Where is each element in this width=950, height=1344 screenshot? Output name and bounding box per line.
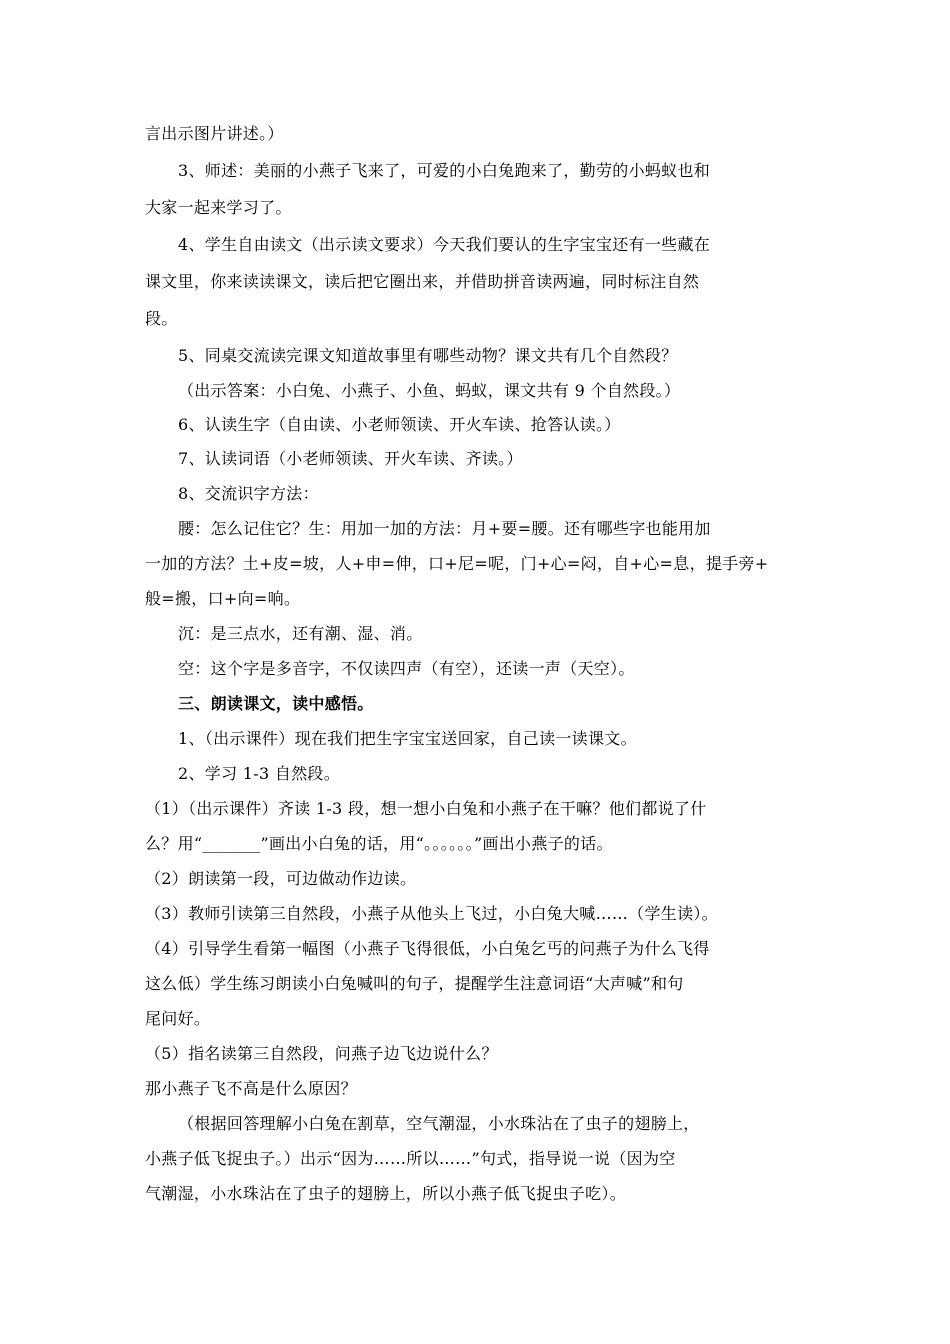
text-line: 6、认读生字（自由读、小老师领读、开火车读、抢答认读。） (178, 415, 621, 434)
text-line: （3）教师引读第三自然段，小燕子从他头上飞过，小白兔大喊……（学生读）。 (145, 904, 718, 923)
text-line: 课文里，你来读读课文，读后把它圈出来，并借助拼音读两遍，同时标注自然 (145, 272, 700, 291)
text-line: 那小燕子飞不高是什么原因？ (145, 1079, 357, 1098)
text-line: （4）引导学生看第一幅图（小燕子飞得很低，小白兔乞丐的问燕子为什么飞得 (145, 939, 710, 958)
text-line: 2、学习 1-3 自然段。 (178, 764, 341, 783)
text-line: 大家一起来学习了。 (145, 198, 292, 217)
text-line: 1、（出示课件）现在我们把生字宝宝送回家，自己读一读课文。 (178, 729, 637, 748)
text-line: 么？用“_______”画出小白兔的话，用“。。。。。。”画出小燕子的话。 (145, 834, 613, 853)
section-heading: 三、朗读课文，读中感悟。 (178, 694, 374, 713)
text-line: 小燕子低飞捉虫子。）出示“因为……所以……”句式，指导说一说（因为空 (145, 1149, 676, 1168)
text-line: 沉：是三点水，还有潮、湿、消。 (178, 624, 423, 643)
text-line: 气潮湿，小水珠沾在了虫子的翅膀上，所以小燕子低飞捉虫子吃）。 (145, 1184, 627, 1203)
text-line: 8、交流识字方法： (178, 484, 319, 503)
text-line: 空：这个字是多音字，不仅读四声（有空），还读一声（天空）。 (178, 659, 635, 678)
text-line: （1）（出示课件）齐读 1-3 段，想一想小白兔和小燕子在干嘛？他们都说了什 (145, 799, 707, 818)
text-line: 4、学生自由读文（出示读文要求）今天我们要认的生字宝宝还有一些藏在 (178, 235, 711, 254)
text-line: 这么低）学生练习朗读小白兔喊叫的句子，提醒学生注意词语“大声喊”和句 (145, 974, 684, 993)
text-line: （5）指名读第三自然段，问燕子边飞边说什么？ (145, 1044, 498, 1063)
text-line: 3、师述：美丽的小燕子飞来了，可爱的小白兔跑来了，勤劳的小蚂蚁也和 (178, 161, 711, 180)
text-line: 段。 (145, 309, 178, 328)
text-line: （2）朗读第一段，可边做动作边读。 (145, 869, 417, 888)
text-line: 5、同桌交流读完课文知道故事里有哪些动物？课文共有几个自然段？ (178, 346, 678, 365)
text-line: 腰：怎么记住它？生：用加一加的方法：月+要=腰。还有哪些字也能用加 (178, 519, 711, 538)
text-line: 一加的方法？土+皮=坡，人+申=伸，口+尼=呢，门+心=闷，自+心=息，提手旁+ (145, 554, 769, 573)
text-line: （出示答案：小白兔、小燕子、小鱼、蚂蚁，课文共有 9 个自然段。） (178, 381, 681, 400)
text-line: 尾问好。 (145, 1009, 211, 1028)
text-line: 言出示图片讲述。） (145, 124, 284, 143)
text-line: 般=搬，口+向=响。 (145, 589, 301, 608)
text-line: 7、认读词语（小老师领读、开火车读、齐读。） (178, 449, 523, 468)
text-line: （根据回答理解小白兔在割草，空气潮湿，小水珠沾在了虫子的翅膀上， (178, 1114, 700, 1133)
